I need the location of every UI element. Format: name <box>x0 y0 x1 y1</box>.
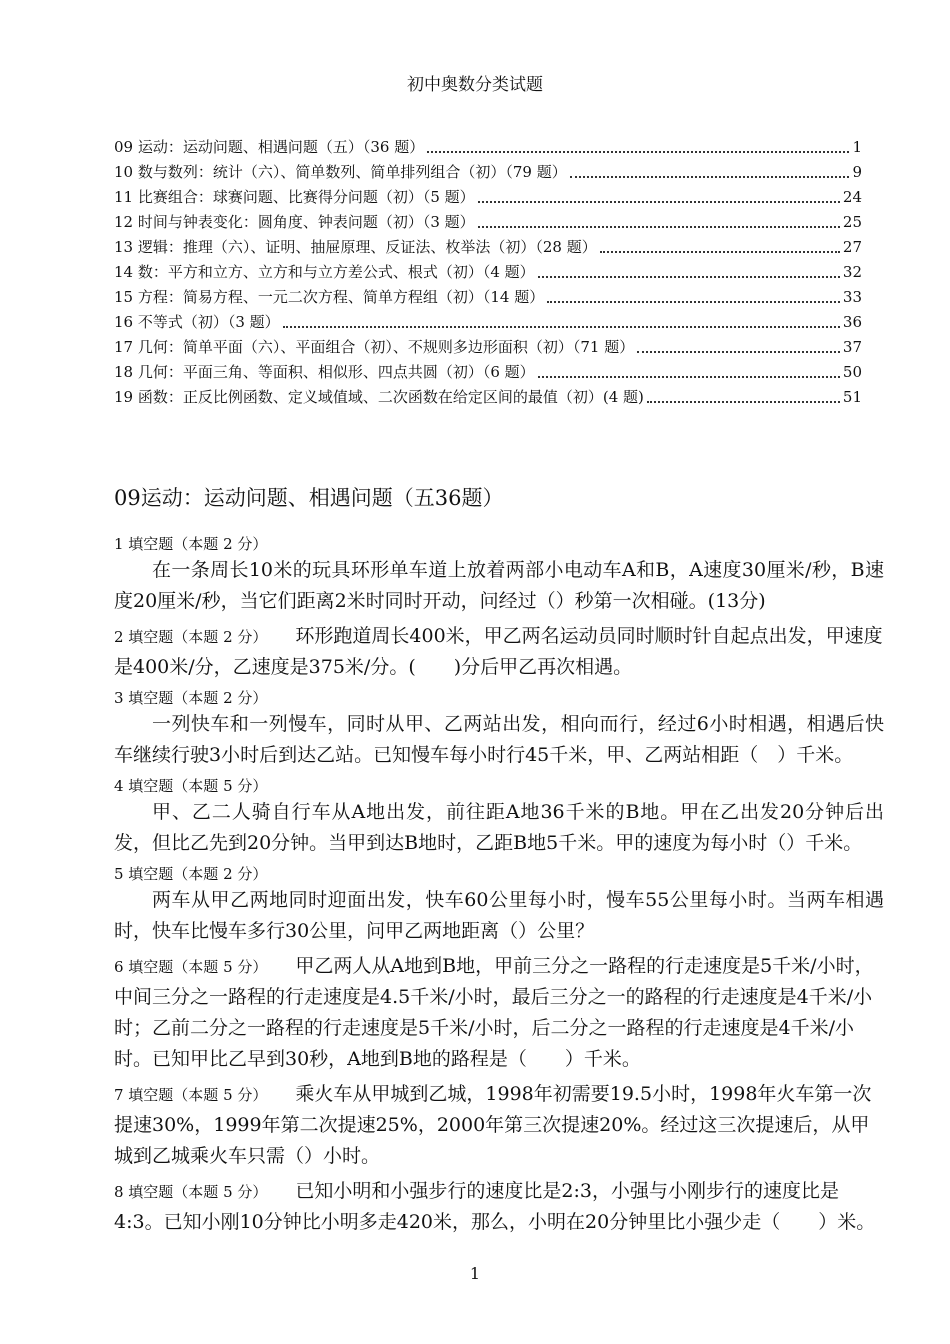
question-text: 一列快车和一列慢车，同时从甲、乙两站出发，相向而行，经过6小时相遇，相遇后快车继续行驶3小时后到达乙站。已知慢车每小时行45千米，甲、乙两站相距（ ）千米。 <box>114 713 884 766</box>
toc-entry[interactable] <box>114 361 862 386</box>
question-text: 甲乙两人从A地到B地，甲前三分之一路程的行走速度是5千米/小时，中间三分之一路程的行走速度是4.5千米/小时，最后三分之一的路程的行走速度是4千米/小时；乙前二分之一路程的行走速度是5千米/小时，后二分之一路程的行走速度是4千米/小时。已知甲比乙早到30秒，A地到B地的路程是（ ）千米。 <box>114 955 874 1070</box>
question-header: 5 填空题（本题 2 分） <box>114 865 268 883</box>
toc-entry[interactable] <box>114 236 862 261</box>
question-list <box>114 533 884 1242</box>
toc-entry[interactable] <box>114 386 862 411</box>
question-header: 2 填空题（本题 2 分） <box>114 628 268 646</box>
toc-entry-page: 24 <box>842 188 862 206</box>
question-text: 已知小明和小强步行的速度比是2:3，小强与小刚步行的速度比是4:3。已知小刚10分钟比小明多走420米，那么，小明在20分钟里比小强少走（ ）米。 <box>114 1180 876 1233</box>
toc-entry-label: 12 时间与钟表变化：圆角度、钟表问题（初）（3 题） <box>114 213 475 231</box>
toc-entry[interactable] <box>114 261 862 286</box>
question-item <box>114 687 884 771</box>
page-header: 初中奥数分类试题 <box>407 75 543 95</box>
toc-leader-dots <box>538 375 840 378</box>
toc-entry-label: 16 不等式（初）（3 题） <box>114 313 280 331</box>
toc-entry-page: 37 <box>842 338 862 356</box>
toc-entry-page: 1 <box>852 138 862 156</box>
question-text: 甲、乙二人骑自行车从A地出发，前往距A地36千米的B地。甲在乙出发20分钟后出发，但比乙先到20分钟。当甲到达B地时，乙距B地5千米。甲的速度为每小时（）千米。 <box>114 801 884 854</box>
toc-entry-label: 09 运动：运动问题、相遇问题（五）（36 题） <box>114 138 425 156</box>
question-text: 在一条周长10米的玩具环形单车道上放着两部小电动车A和B，A速度30厘米/秒，B速度20厘米/秒，当它们距离2米时同时开动，问经过（）秒第一次相碰。(13分) <box>114 559 884 612</box>
toc-entry-page: 33 <box>842 288 862 306</box>
toc-entry-label: 11 比赛组合：球赛问题、比赛得分问题（初）（5 题） <box>114 188 475 206</box>
toc-entry-page: 51 <box>842 388 862 406</box>
toc-leader-dots <box>570 175 850 178</box>
page-number: 1 <box>469 1264 481 1283</box>
question-text: 两车从甲乙两地同时迎面出发，快车60公里每小时，慢车55公里每小时。当两车相遇时，快车比慢车多行30公里，问甲乙两地距离（）公里？ <box>114 889 884 942</box>
toc-entry[interactable] <box>114 311 862 336</box>
question-item <box>114 1176 884 1238</box>
question-item <box>114 621 884 683</box>
question-text: 环形跑道周长400米，甲乙两名运动员同时顺时针自起点出发，甲速度是400米/分，乙速度是375米/分。( )分后甲乙再次相遇。 <box>114 625 883 678</box>
toc-leader-dots <box>647 400 840 403</box>
toc-entry[interactable] <box>114 211 862 236</box>
table-of-contents <box>114 136 862 411</box>
toc-entry[interactable] <box>114 336 862 361</box>
toc-entry-page: 25 <box>842 213 862 231</box>
question-header: 6 填空题（本题 5 分） <box>114 958 268 976</box>
question-header: 7 填空题（本题 5 分） <box>114 1086 268 1104</box>
question-text: 乘火车从甲城到乙城，1998年初需要19.5小时，1998年火车第一次提速30%，1999年第二次提速25%，2000年第三次提速20%。经过这三次提速后，从甲城到乙城乘火车只需（）小时。 <box>114 1083 872 1167</box>
question-item <box>114 533 884 617</box>
toc-leader-dots <box>538 275 840 278</box>
toc-entry-page: 9 <box>852 163 862 181</box>
toc-entry-label: 14 数：平方和立方、立方和与立方差公式、根式（初）（4 题） <box>114 263 535 281</box>
toc-entry-label: 18 几何：平面三角、等面积、相似形、四点共圆（初）（6 题） <box>114 363 535 381</box>
question-item <box>114 1079 884 1172</box>
question-item <box>114 951 884 1075</box>
toc-entry-page: 50 <box>842 363 862 381</box>
toc-entry[interactable] <box>114 136 862 161</box>
toc-entry-page: 32 <box>842 263 862 281</box>
question-header: 3 填空题（本题 2 分） <box>114 689 268 707</box>
question-item <box>114 863 884 947</box>
toc-entry[interactable] <box>114 286 862 311</box>
toc-leader-dots <box>283 325 840 328</box>
toc-entry-label: 10 数与数列：统计（六）、简单数列、简单排列组合（初）（79 题） <box>114 163 567 181</box>
toc-entry-label: 15 方程：简易方程、一元二次方程、简单方程组（初）（14 题） <box>114 288 545 306</box>
toc-entry-label: 19 函数：正反比例函数、定义域值域、二次函数在给定区间的最值（初）(4 题) <box>114 388 644 406</box>
question-item <box>114 775 884 859</box>
toc-leader-dots <box>600 250 840 253</box>
toc-entry-page: 27 <box>842 238 862 256</box>
toc-leader-dots <box>637 350 840 353</box>
toc-entry-label: 13 逻辑：推理（六）、证明、抽屉原理、反证法、枚举法（初）（28 题） <box>114 238 597 256</box>
toc-leader-dots <box>478 225 840 228</box>
toc-leader-dots <box>427 150 849 153</box>
toc-entry[interactable] <box>114 161 862 186</box>
question-header: 8 填空题（本题 5 分） <box>114 1183 268 1201</box>
toc-entry-label: 17 几何：简单平面（六）、平面组合（初）、不规则多边形面积（初）（71 题） <box>114 338 635 356</box>
section-title: 09运动：运动问题、相遇问题（五36题） <box>114 486 504 510</box>
question-header: 4 填空题（本题 5 分） <box>114 777 268 795</box>
toc-entry-page: 36 <box>842 313 862 331</box>
toc-entry[interactable] <box>114 186 862 211</box>
toc-leader-dots <box>547 300 840 303</box>
toc-leader-dots <box>478 200 840 203</box>
question-header: 1 填空题（本题 2 分） <box>114 535 268 553</box>
